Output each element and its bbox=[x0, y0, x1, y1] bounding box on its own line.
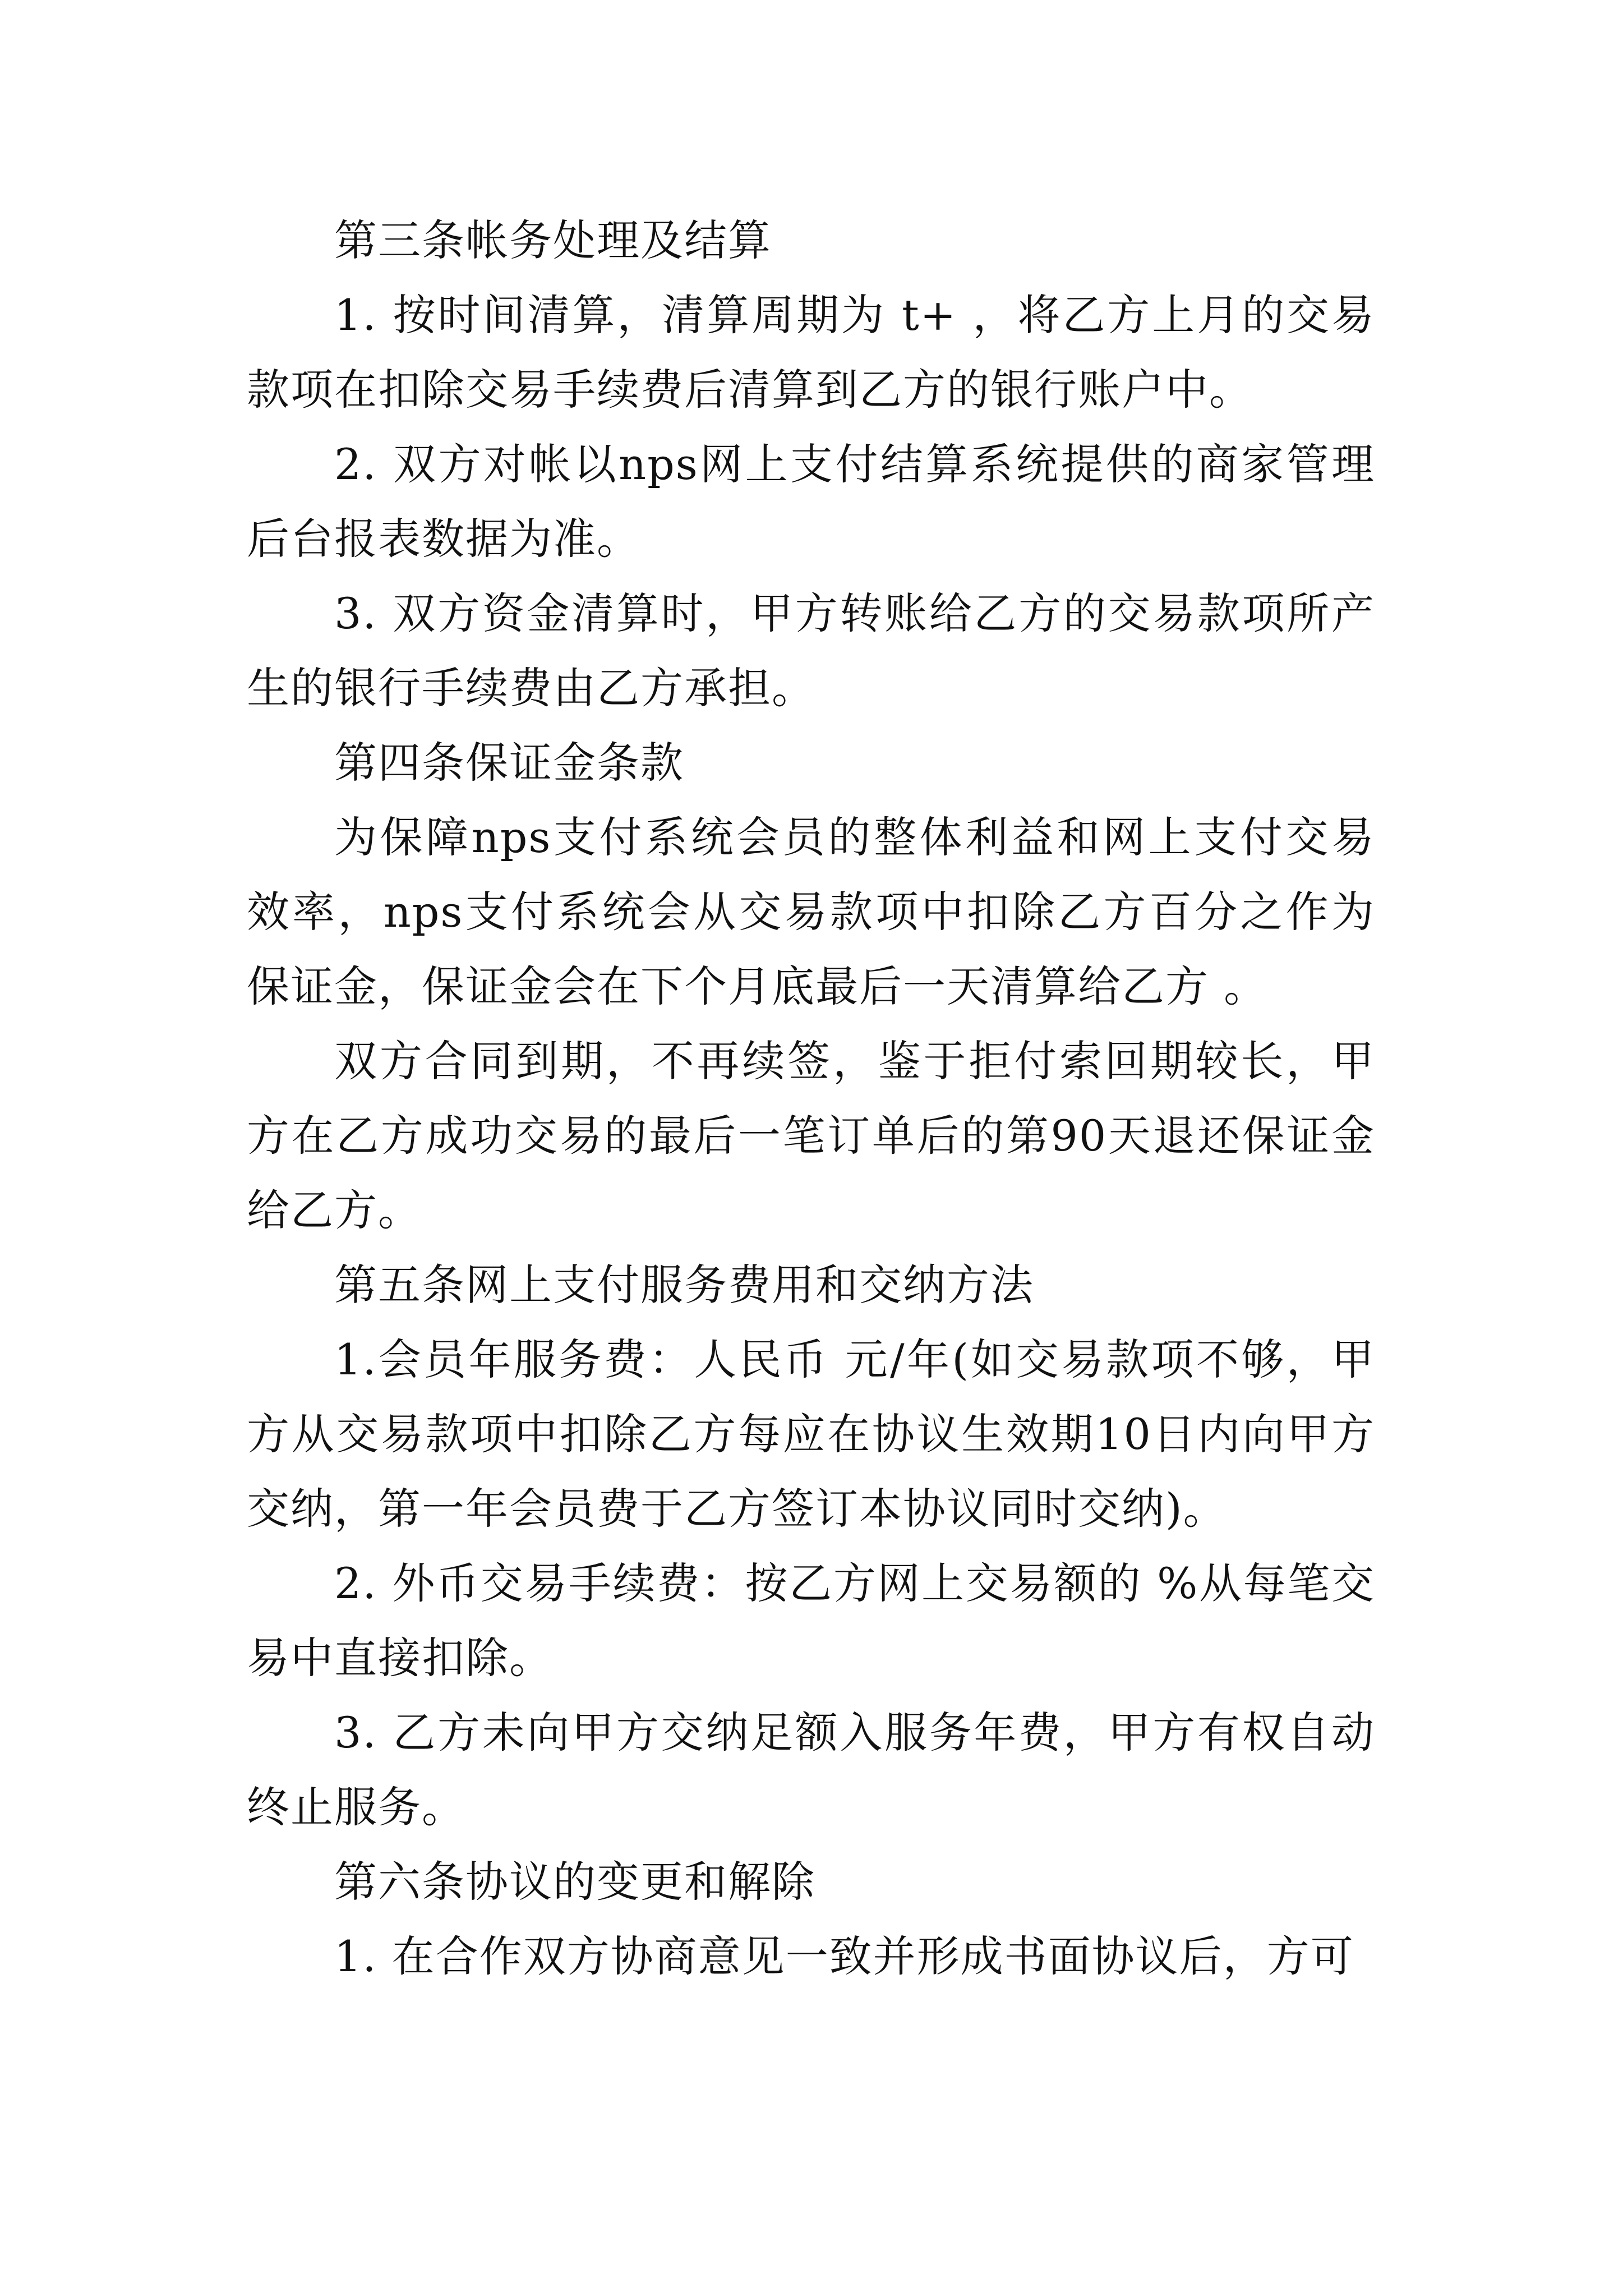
paragraph: 3. 乙方未向甲方交纳足额入服务年费，甲方有权自动终止服务。 bbox=[247, 1708, 1375, 1832]
paragraph: 1. 按时间清算，清算周期为 t+ ，将乙方上月的交易款项在扣除交易手续费后清算到乙方的银行账户中。 bbox=[247, 290, 1375, 415]
paragraph: 2. 外币交易手续费：按乙方网上交易额的 %从每笔交易中直接扣除。 bbox=[247, 1558, 1375, 1683]
paragraph: 双方合同到期，不再续签，鉴于拒付索回期较长，甲方在乙方成功交易的最后一笔订单后的第90天退还保证金给乙方。 bbox=[247, 1036, 1375, 1235]
article-4-heading: 第四条保证金条款 bbox=[334, 738, 684, 788]
article-3-heading: 第三条帐务处理及结算 bbox=[334, 215, 772, 265]
article-5-heading: 第五条网上支付服务费用和交纳方法 bbox=[334, 1260, 1034, 1310]
paragraph: 3. 双方资金清算时，甲方转账给乙方的交易款项所产生的银行手续费由乙方承担。 bbox=[247, 588, 1375, 713]
paragraph: 2. 双方对帐以nps网上支付结算系统提供的商家管理后台报表数据为准。 bbox=[247, 439, 1375, 564]
paragraph: 为保障nps支付系统会员的整体利益和网上支付交易效率，nps支付系统会从交易款项中扣除乙方百分之作为保证金，保证金会在下个月底最后一天清算给乙方 。 bbox=[247, 812, 1375, 1011]
document-body bbox=[247, 203, 1375, 1994]
paragraph: 1. 在合作双方协商意见一致并形成书面协议后，方可 bbox=[334, 1931, 1354, 1981]
article-6-heading: 第六条协议的变更和解除 bbox=[334, 1857, 815, 1907]
paragraph: 1.会员年服务费：人民币 元/年(如交易款项不够，甲方从交易款项中扣除乙方每应在协议生效期10日内向甲方交纳，第一年会员费于乙方签订本协议同时交纳)。 bbox=[247, 1335, 1375, 1534]
